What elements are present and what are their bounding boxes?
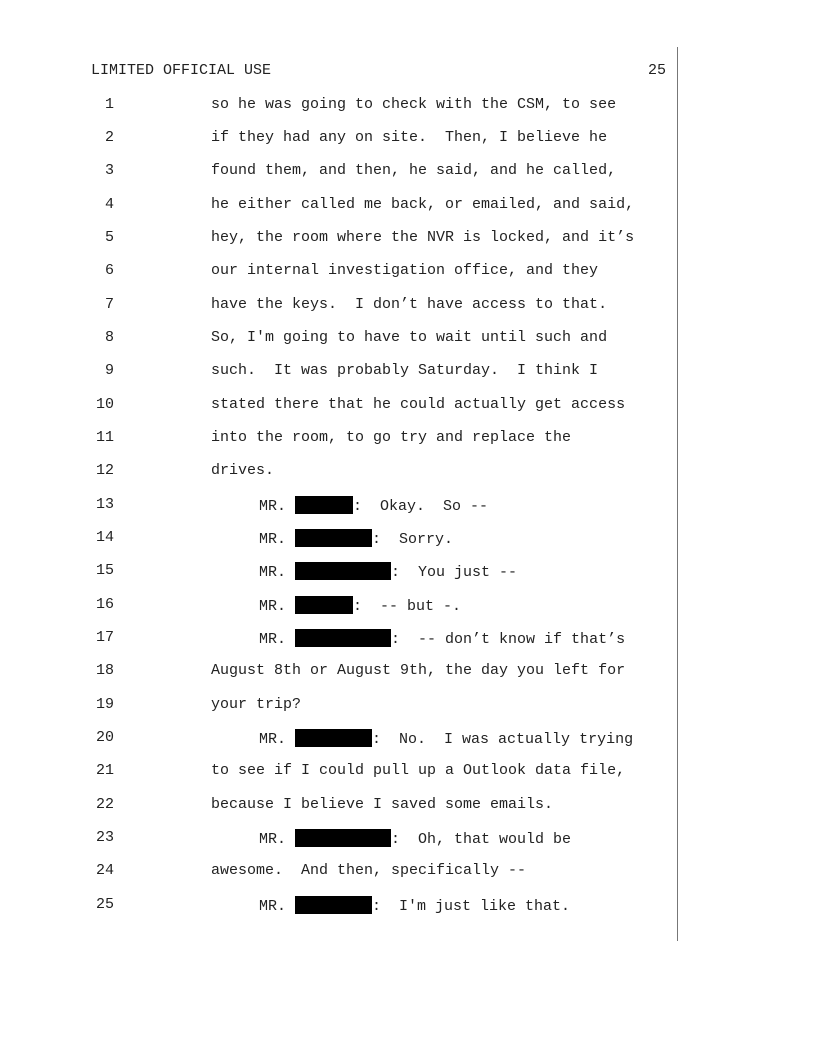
line-number: 4 — [104, 196, 114, 213]
line-number: 20 — [95, 729, 114, 746]
line-text: : Oh, that would be — [391, 831, 572, 848]
line-text: hey, the room where the NVR is locked, and it’s — [211, 229, 635, 246]
line-text: because I believe I saved some emails. — [211, 796, 554, 813]
line-text: found them, and then, he said, and he called, — [211, 162, 617, 179]
speaker-label: MR. — [259, 731, 287, 748]
line-number: 13 — [95, 496, 114, 513]
line-number: 7 — [104, 296, 114, 313]
redaction-bar — [295, 729, 372, 747]
classification-header: LIMITED OFFICIAL USE — [91, 62, 272, 79]
speaker-label: MR. — [259, 598, 287, 615]
speaker-label: MR. — [259, 898, 287, 915]
line-text: : -- but -. — [353, 598, 462, 615]
line-number: 8 — [104, 329, 114, 346]
line-text: So, I'm going to have to wait until such and — [211, 329, 608, 346]
line-number: 9 — [104, 362, 114, 379]
speaker-line — [259, 596, 461, 615]
speaker-label: MR. — [259, 564, 287, 581]
line-number: 17 — [95, 629, 114, 646]
line-text: have the keys. I don’t have access to that. — [211, 296, 608, 313]
redaction-bar — [295, 896, 372, 914]
line-text: into the room, to go try and replace the — [211, 429, 572, 446]
line-number: 22 — [95, 796, 114, 813]
redaction-bar — [295, 562, 391, 580]
speaker-line — [259, 729, 633, 748]
line-text: he either called me back, or emailed, and said, — [211, 196, 635, 213]
speaker-label: MR. — [259, 531, 287, 548]
right-margin-rule — [677, 47, 678, 941]
line-number: 5 — [104, 229, 114, 246]
line-number: 23 — [95, 829, 114, 846]
line-number: 19 — [95, 696, 114, 713]
speaker-line — [259, 829, 571, 848]
redaction-bar — [295, 529, 372, 547]
line-text: : No. I was actually trying — [372, 731, 634, 748]
line-text: : I'm just like that. — [372, 898, 571, 915]
line-number: 15 — [95, 562, 114, 579]
page-number: 25 — [648, 62, 667, 79]
speaker-label: MR. — [259, 631, 287, 648]
line-number: 14 — [95, 529, 114, 546]
line-number: 18 — [95, 662, 114, 679]
line-number: 1 — [104, 96, 114, 113]
speaker-line — [259, 496, 488, 515]
line-text: to see if I could pull up a Outlook data file, — [211, 762, 626, 779]
speaker-line — [259, 629, 625, 648]
line-number: 24 — [95, 862, 114, 879]
line-number: 21 — [95, 762, 114, 779]
line-text: : Sorry. — [372, 531, 454, 548]
line-number: 16 — [95, 596, 114, 613]
redaction-bar — [295, 596, 353, 614]
line-number: 12 — [95, 462, 114, 479]
line-number: 3 — [104, 162, 114, 179]
line-number: 11 — [95, 429, 114, 446]
line-text: August 8th or August 9th, the day you left for — [211, 662, 626, 679]
speaker-line — [259, 562, 517, 581]
line-text: : You just -- — [391, 564, 518, 581]
line-text: such. It was probably Saturday. I think I — [211, 362, 599, 379]
line-text: so he was going to check with the CSM, to see — [211, 96, 617, 113]
line-number: 25 — [95, 896, 114, 913]
redaction-bar — [295, 629, 391, 647]
line-text: : -- don’t know if that’s — [391, 631, 626, 648]
line-text: drives. — [211, 462, 275, 479]
line-text: your trip? — [211, 696, 302, 713]
speaker-line — [259, 896, 570, 915]
redaction-bar — [295, 496, 353, 514]
speaker-label: MR. — [259, 831, 287, 848]
speaker-label: MR. — [259, 498, 287, 515]
line-text: if they had any on site. Then, I believe he — [211, 129, 608, 146]
line-number: 10 — [95, 396, 114, 413]
line-number: 2 — [104, 129, 114, 146]
speaker-line — [259, 529, 453, 548]
redaction-bar — [295, 829, 391, 847]
line-text: stated there that he could actually get access — [211, 396, 626, 413]
line-number: 6 — [104, 262, 114, 279]
line-text: our internal investigation office, and they — [211, 262, 599, 279]
line-text: : Okay. So -- — [353, 498, 489, 515]
line-text: awesome. And then, specifically -- — [211, 862, 527, 879]
